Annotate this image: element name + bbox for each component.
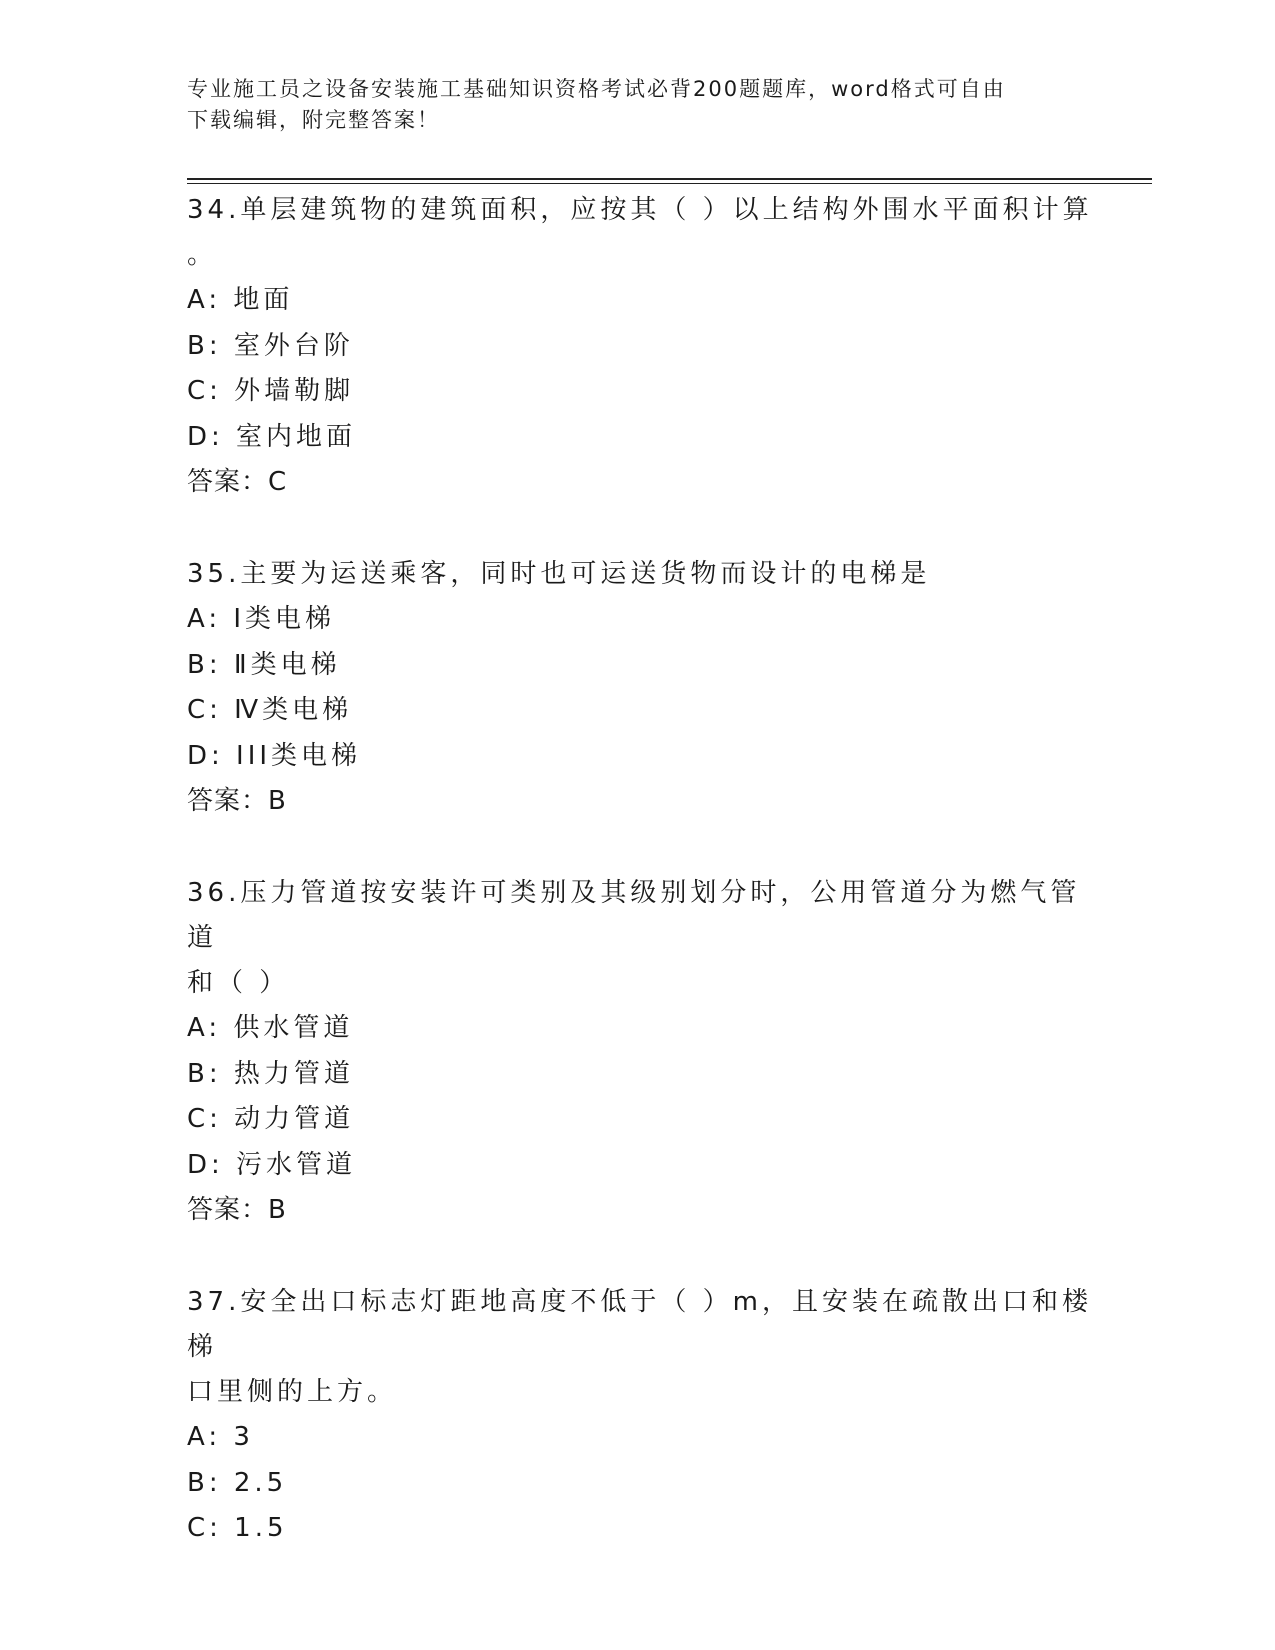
header-line-2: 下载编辑，附完整答案！ [187,108,440,132]
question-36 [187,871,1107,1233]
question-stem: 36.压力管道按安装许可类别及其级别划分时，公用管道分为燃气管道 [187,878,1081,953]
question-stem: 35.主要为运送乘客，同时也可运送货物而设计的电梯是 [187,559,931,589]
option-d: D: 污水管道 [187,1149,357,1180]
option-b: B: Ⅱ类电梯 [187,649,341,680]
answer: 答案：B [187,1195,287,1225]
option-c: C: 外墙勒脚 [187,376,355,406]
question-stem-continued: 和（ ） [187,968,290,998]
option-d: D: III类电梯 [187,740,362,771]
question-list [187,188,1107,1552]
option-a: A: 供水管道 [187,1013,354,1043]
question-stem: 34.单层建筑物的建筑面积，应按其（ ）以上结构外围水平面积计算 [187,195,1093,225]
header-line-1: 专业施工员之设备安装施工基础知识资格考试必背200题题库，word格式可自由 [187,77,1006,101]
question-stem-continued: 口里侧的上方。 [187,1377,398,1407]
option-c: C: 动力管道 [187,1104,355,1134]
question-stem: 37.安全出口标志灯距地高度不低于（ ）m，且安装在疏散出口和楼梯 [187,1287,1092,1362]
option-a: A: I类电梯 [187,604,336,634]
option-b: B: 热力管道 [187,1058,354,1089]
option-a: A: 地面 [187,285,294,315]
answer: 答案：C [187,467,288,497]
option-b: B: 室外台阶 [187,330,354,361]
header-rule-thin [187,183,1152,184]
option-b: B: 2.5 [187,1467,288,1498]
option-c: C: Ⅳ类电梯 [187,695,353,725]
document-header [187,74,1087,136]
header-rule-thick [187,178,1152,180]
option-d: D: 室内地面 [187,421,357,452]
question-34 [187,188,1107,505]
question-37 [187,1280,1107,1552]
question-35 [187,552,1107,824]
question-stem-continued: 。 [187,240,218,270]
option-c: C: 1.5 [187,1513,288,1543]
answer: 答案：B [187,786,287,816]
option-a: A: 3 [187,1422,254,1452]
